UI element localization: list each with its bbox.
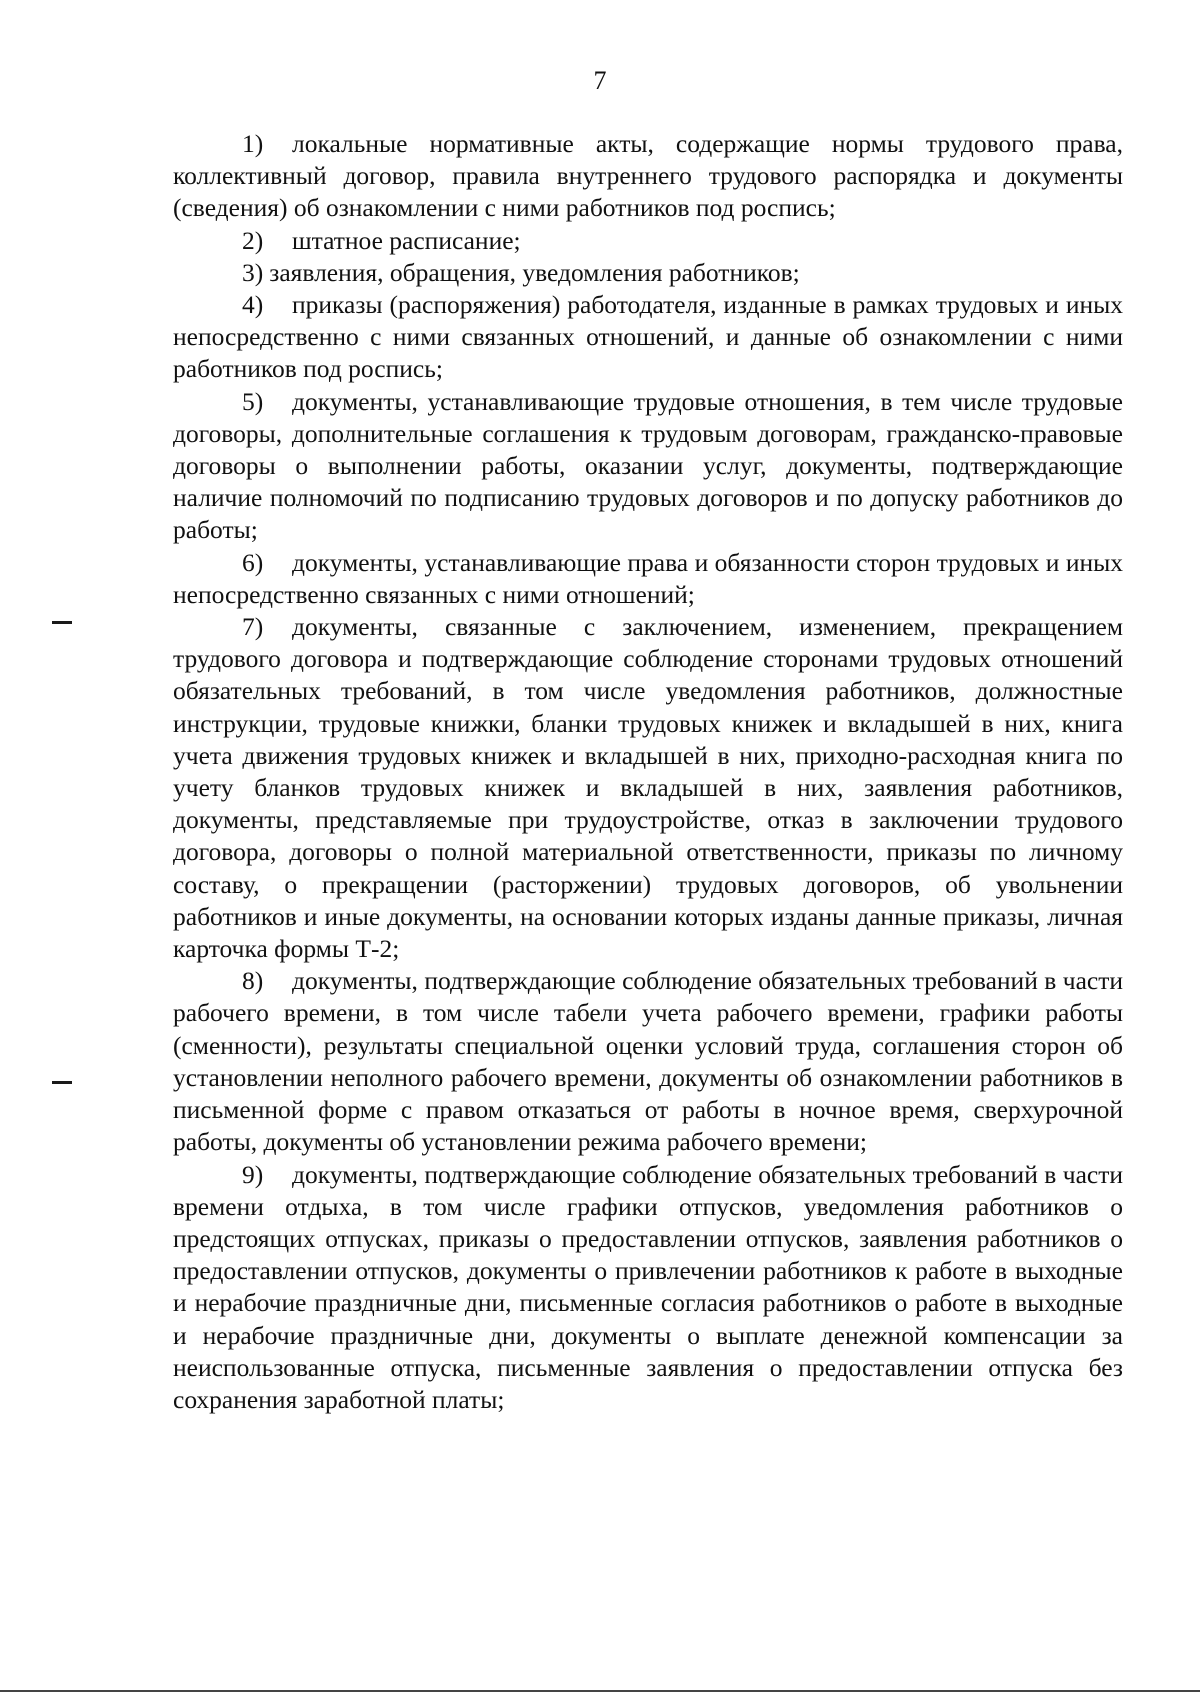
list-item [173,128,1123,225]
list-item [173,289,1123,386]
item-number: 2) [242,225,264,255]
item-number: 6) [242,547,264,577]
item-text: штатное расписание; [292,225,521,255]
list-item [173,965,1123,1158]
item-text: локальные нормативные акты, содержащие нормы трудового права, коллективный договор, правила внутреннего трудового распорядка и документы (сведения) об ознакомлении с ними работников под роспись; [173,129,1123,223]
item-number: 3) [242,257,264,287]
item-text: приказы (распоряжения) работодателя, изданные в рамках трудовых и иных непосредственно с ними связанных отношений, и данные об ознакомлении с ними работников под роспись; [173,290,1123,384]
item-text: документы, устанавливающие трудовые отношения, в тем числе трудовые договоры, дополнительные соглашения к трудовым договорам, гражданско-правовые договоры о выполнении работы, оказании услуг, документы, подтверждающие наличие полномочий по подписанию трудовых договоров и по допуску работников до работы; [173,386,1123,545]
item-number: 7) [242,612,264,642]
item-text: документы, устанавливающие права и обязанности сторон трудовых и иных непосредственно связанных с ними отношений; [173,547,1123,609]
margin-mark [52,1081,72,1084]
item-text: документы, подтверждающие соблюдение обязательных требований в части времени отдыха, в том числе графики отпусков, уведомления работников о предстоящих отпусках, приказы о предоставлении отпусков, заявления работников о предоставлении отпусков, документы о привлечении работников к работе в выходные и нерабочие праздничные дни, письменные согласия работников о работе в выходные и нерабочие праздничные дни, документы о выплате денежной компенсации за неиспользованные отпуска, письменные заявления о предоставлении отпуска без сохранения заработной платы; [173,1159,1123,1414]
item-number: 8) [242,966,264,996]
list-item [173,386,1123,547]
list-item [173,611,1123,965]
item-text: заявления, обращения, уведомления работников; [269,257,800,287]
item-text: документы, подтверждающие соблюдение обязательных требований в части рабочего времени, в том числе табели учета рабочего времени, графики работы (сменности), результаты специальной оценки условий труда, соглашения сторон об установлении неполного рабочего времени, документы об ознакомлении работников в письменной форме с правом отказаться от работы в ночное время, сверхурочной работы, документы об установлении режима рабочего времени; [173,966,1123,1157]
list-item [173,225,1123,257]
document-body [173,128,1123,1416]
item-number: 4) [242,290,264,320]
scan-bottom-edge [0,1690,1200,1692]
margin-mark [52,621,72,624]
list-item [173,547,1123,611]
list-item [173,1159,1123,1417]
item-number: 5) [242,386,264,416]
list-item [173,257,1123,289]
page-number: 7 [593,66,607,95]
item-number: 9) [242,1159,264,1189]
item-text: документы, связанные с заключением, изменением, прекращением трудового договора и подтверждающие соблюдение сторонами трудовых отношений обязательных требований, в том числе уведомления работников, должностные инструкции, трудовые книжки, бланки трудовых книжек и вкладышей в них, книга учета движения трудовых книжек и вкладышей в них, приходно-расходная книга по учету бланков трудовых книжек и вкладышей в них, заявления работников, документы, представляемые при трудоустройстве, отказ в заключении трудового договора, договоры о полной материальной ответственности, приказы по личному составу, о прекращении (расторжении) трудовых договоров, об увольнении работников и иные документы, на основании которых изданы данные приказы, личная карточка формы Т-2; [173,612,1123,964]
item-number: 1) [242,129,264,158]
